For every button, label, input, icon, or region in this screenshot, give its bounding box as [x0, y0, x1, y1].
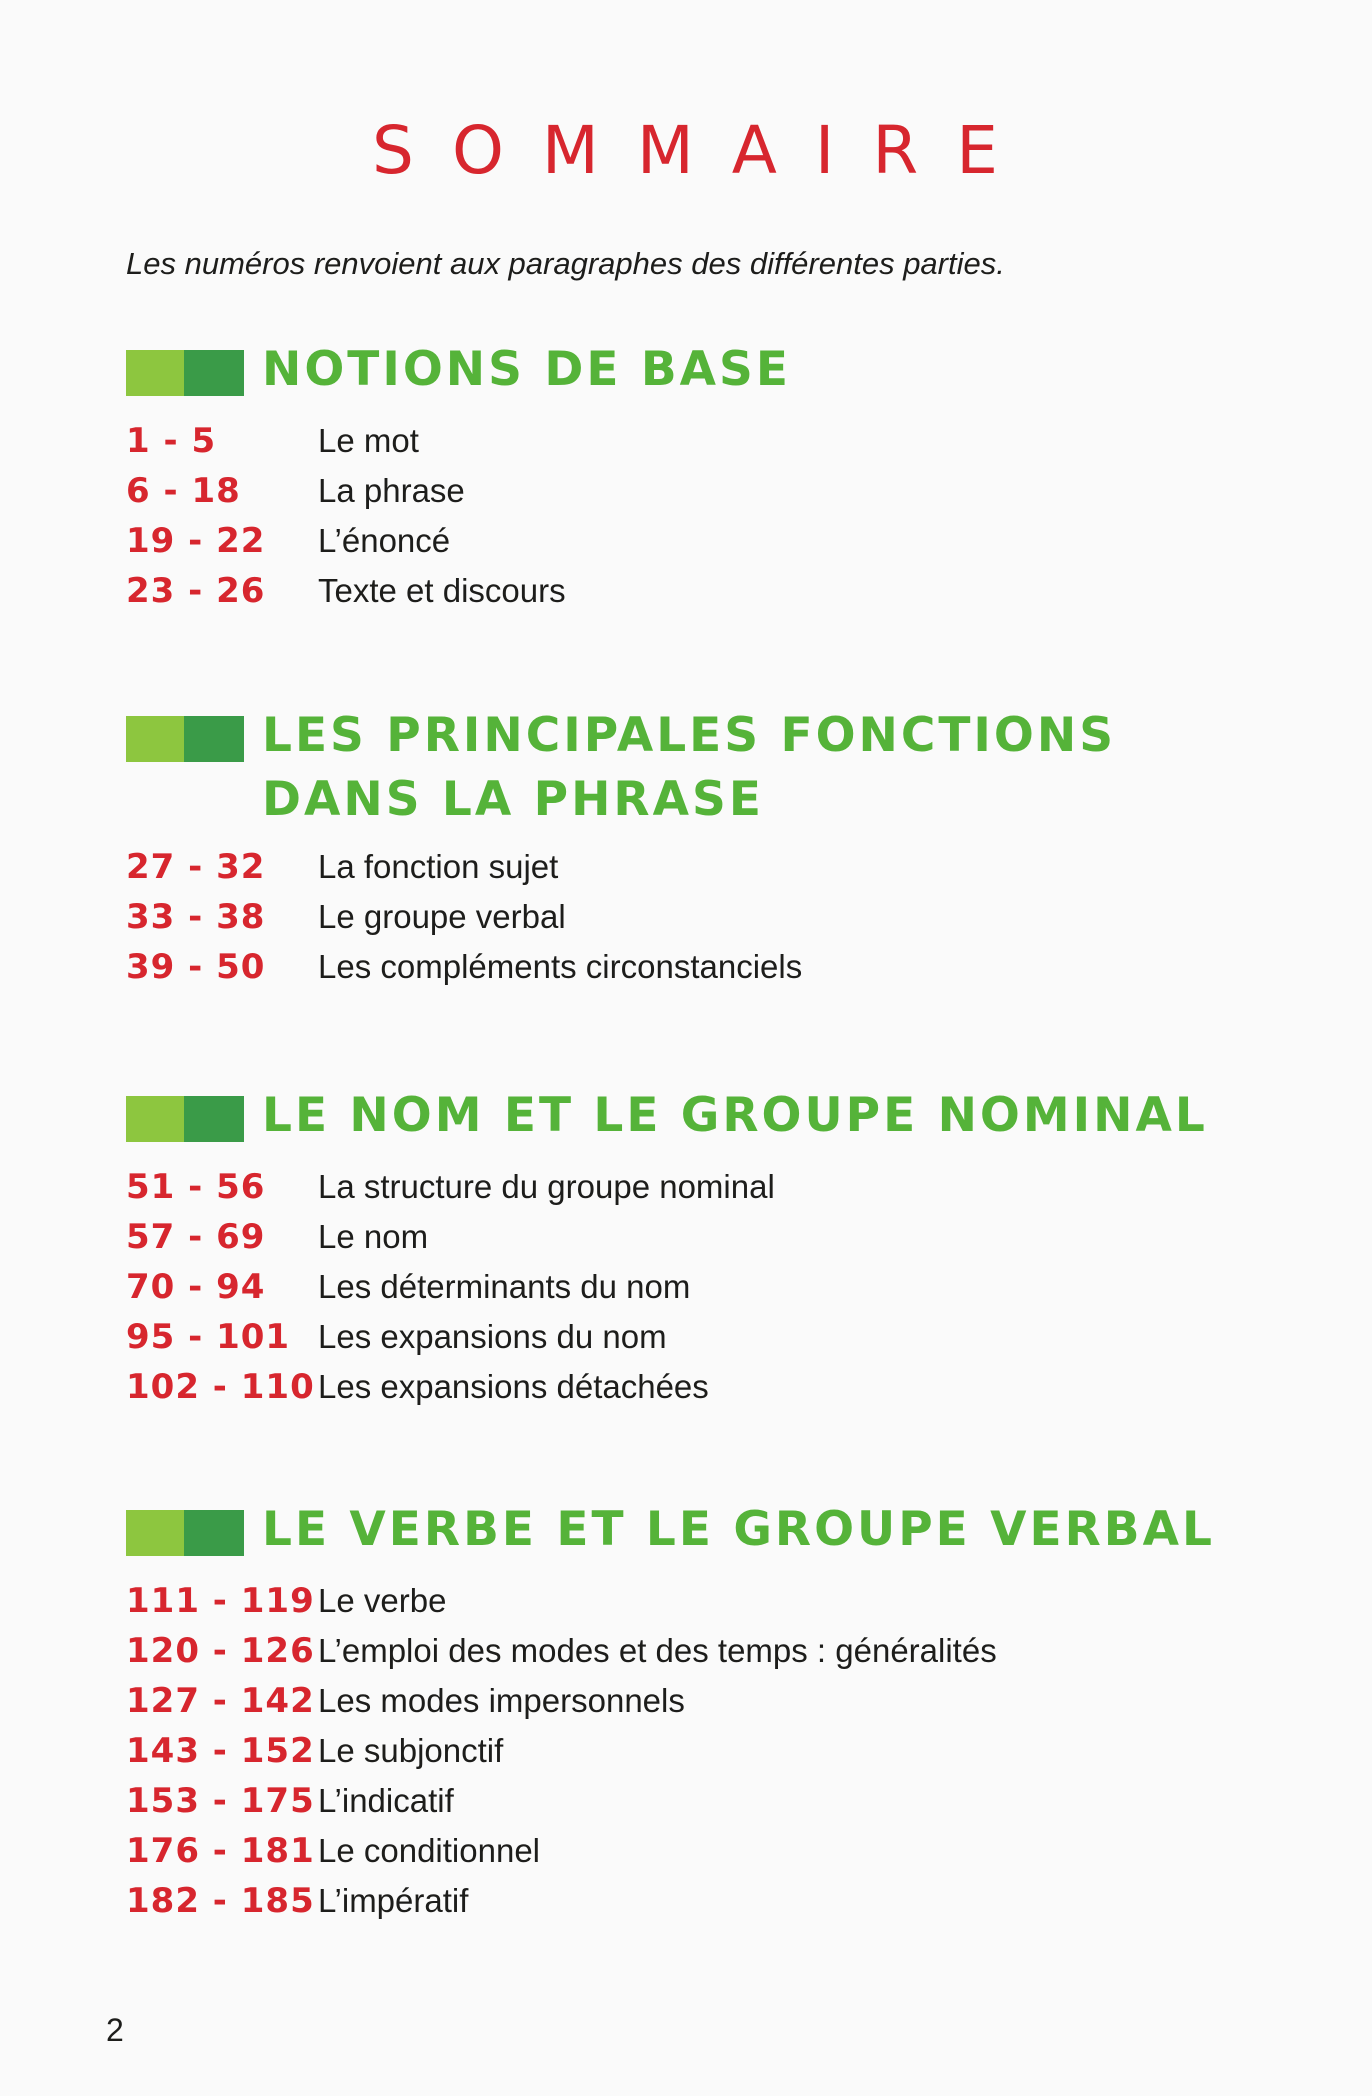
section-marker-icon — [126, 716, 244, 762]
paragraph-range: 1 - 5 — [126, 421, 217, 461]
paragraph-range: 70 - 94 — [126, 1267, 266, 1307]
entry-label: Les expansions détachées — [318, 1368, 709, 1405]
entry-label: Le verbe — [318, 1582, 447, 1619]
paragraph-range: 127 - 142 — [126, 1681, 315, 1721]
section-items — [126, 842, 802, 992]
page-number: 2 — [106, 2012, 124, 2048]
entry-label: Le mot — [318, 422, 419, 459]
entry-label: Texte et discours — [318, 572, 566, 609]
page-title: SOMMAIRE — [372, 112, 1036, 189]
entry-label: L’indicatif — [318, 1782, 454, 1819]
toc-entry[interactable] — [126, 466, 566, 516]
section-heading — [126, 338, 1276, 398]
section-items — [126, 1162, 775, 1412]
paragraph-range: 39 - 50 — [126, 947, 266, 987]
entry-label: Les modes impersonnels — [318, 1682, 685, 1719]
paragraph-range: 57 - 69 — [126, 1217, 266, 1257]
toc-entry[interactable] — [126, 1262, 775, 1312]
toc-entry[interactable] — [126, 1876, 997, 1926]
paragraph-range: 95 - 101 — [126, 1317, 291, 1357]
section-title: LE VERBE ET LE GROUPE VERBAL — [262, 1502, 1215, 1557]
section-marker-icon — [126, 350, 244, 396]
entry-label: Le groupe verbal — [318, 898, 566, 935]
entry-label: Les expansions du nom — [318, 1318, 667, 1355]
paragraph-range: 51 - 56 — [126, 1167, 266, 1207]
section-notions-de-base — [126, 338, 1276, 611]
paragraph-range: 33 - 38 — [126, 897, 266, 937]
section-title: NOTIONS DE BASE — [262, 342, 791, 397]
toc-entry[interactable] — [126, 1312, 775, 1362]
toc-entry[interactable] — [126, 1162, 775, 1212]
entry-label: Les compléments circonstanciels — [318, 948, 803, 985]
paragraph-range: 120 - 126 — [126, 1631, 315, 1671]
section-nom-groupe-nominal — [126, 1084, 1276, 1407]
section-verbe-groupe-verbal — [126, 1498, 1276, 1921]
paragraph-range: 182 - 185 — [126, 1881, 315, 1921]
toc-entry[interactable] — [126, 1362, 775, 1412]
entry-label: L’impératif — [318, 1882, 469, 1919]
paragraph-range: 153 - 175 — [126, 1781, 315, 1821]
entry-label: Les déterminants du nom — [318, 1268, 691, 1305]
section-items — [126, 1576, 997, 1926]
section-heading — [126, 1498, 1276, 1558]
section-heading — [126, 1084, 1276, 1144]
section-title — [262, 704, 1262, 832]
section-title-line2: DANS LA PHRASE — [262, 772, 764, 827]
paragraph-range: 102 - 110 — [126, 1367, 315, 1407]
toc-entry[interactable] — [126, 892, 802, 942]
section-heading — [126, 704, 1276, 828]
toc-entry[interactable] — [126, 842, 802, 892]
toc-entry[interactable] — [126, 1726, 997, 1776]
entry-label: L’énoncé — [318, 522, 451, 559]
paragraph-range: 111 - 119 — [126, 1581, 315, 1621]
paragraph-range: 143 - 152 — [126, 1731, 315, 1771]
section-marker-icon — [126, 1510, 244, 1556]
toc-entry[interactable] — [126, 1576, 997, 1626]
section-title-line1: LES PRINCIPALES FONCTIONS — [262, 708, 1117, 763]
entry-label: Le nom — [318, 1218, 429, 1255]
section-title: LE NOM ET LE GROUPE NOMINAL — [262, 1088, 1208, 1143]
section-items — [126, 416, 566, 616]
entry-label: La structure du groupe nominal — [318, 1168, 775, 1205]
section-principales-fonctions — [126, 704, 1276, 987]
paragraph-range: 23 - 26 — [126, 571, 266, 611]
toc-entry[interactable] — [126, 1826, 997, 1876]
toc-entry[interactable] — [126, 942, 802, 992]
toc-entry[interactable] — [126, 1776, 997, 1826]
entry-label: L’emploi des modes et des temps : généralités — [318, 1632, 997, 1669]
toc-entry[interactable] — [126, 1626, 997, 1676]
paragraph-range: 176 - 181 — [126, 1831, 315, 1871]
paragraph-range: 19 - 22 — [126, 521, 266, 561]
paragraph-range: 6 - 18 — [126, 471, 241, 511]
paragraph-range: 27 - 32 — [126, 847, 266, 887]
section-marker-icon — [126, 1096, 244, 1142]
toc-entry[interactable] — [126, 1212, 775, 1262]
entry-label: La fonction sujet — [318, 848, 559, 885]
toc-entry[interactable] — [126, 1676, 997, 1726]
entry-label: Le subjonctif — [318, 1732, 504, 1769]
toc-entry[interactable] — [126, 416, 566, 466]
entry-label: Le conditionnel — [318, 1832, 541, 1869]
toc-entry[interactable] — [126, 566, 566, 616]
entry-label: La phrase — [318, 472, 465, 509]
intro-text: Les numéros renvoient aux paragraphes des différentes parties. — [126, 246, 1005, 281]
toc-entry[interactable] — [126, 516, 566, 566]
